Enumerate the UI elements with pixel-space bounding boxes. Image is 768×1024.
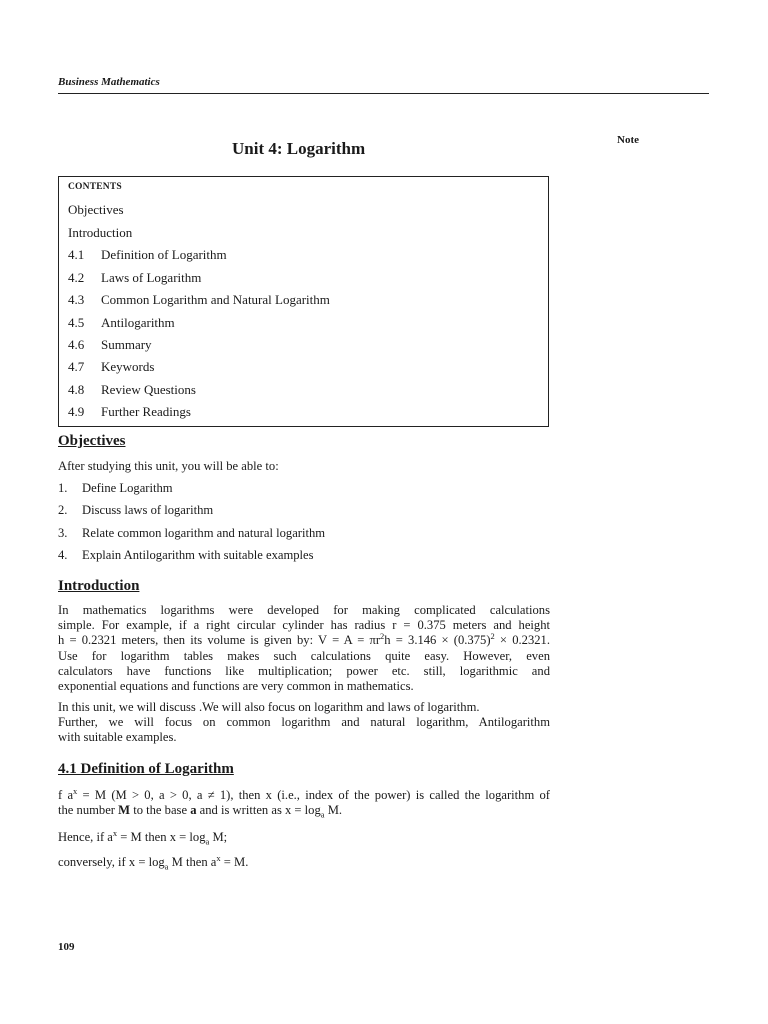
text-line	[58, 803, 550, 818]
contents-item-number: 4.5	[68, 315, 85, 330]
text-line	[58, 785, 550, 803]
objective-number: 2.	[58, 503, 68, 517]
definition-conversely-line	[58, 852, 249, 872]
contents-item-4-6	[68, 337, 152, 353]
superscript: x	[112, 827, 118, 838]
header-divider	[58, 93, 709, 94]
text-run: f a	[58, 788, 74, 802]
contents-item-label: Definition of Logarithm	[101, 247, 227, 262]
text-line: In this unit, we will discuss .We will also focus on logarithm and laws of logarithm.	[58, 700, 480, 714]
text-line: exponential equations and functions are very common in mathematics.	[58, 679, 414, 694]
bold-text: M	[118, 803, 131, 818]
page-number: 109	[58, 941, 75, 953]
objective-item	[58, 503, 213, 518]
contents-item-4-3	[68, 292, 330, 308]
text-line: Further, we will focus on common logarithm and natural logarithm, Antilogarithm	[58, 715, 550, 730]
contents-item-introduction	[68, 225, 132, 241]
text-run: M;	[209, 830, 228, 844]
definition-hence-line	[58, 827, 228, 847]
text-line: simple. For example, if a right circular cylinder has radius r = 0.375 meters and height	[58, 618, 550, 633]
contents-item-number: 4.3	[68, 292, 85, 307]
subscript: a	[320, 809, 325, 820]
subscript: a	[205, 836, 210, 847]
contents-item-4-9	[68, 404, 191, 420]
objective-label: Explain Antilogarithm with suitable examples	[82, 548, 314, 562]
text-run: conversely, if x = log	[58, 855, 165, 869]
superscript: x	[216, 852, 221, 863]
introduction-paragraph-2	[58, 700, 550, 746]
text-run: to the base	[130, 803, 191, 818]
objective-number: 4.	[58, 548, 68, 562]
contents-item-label: Objectives	[68, 202, 124, 217]
text-run: = M.	[220, 855, 249, 869]
objective-label: Relate common logarithm and natural logarithm	[82, 526, 326, 540]
objective-label: Define Logarithm	[82, 481, 173, 495]
contents-item-4-7	[68, 359, 154, 375]
text-line: calculators have functions like multiplication; power etc. still, logarithmic and	[58, 663, 550, 678]
contents-item-number: 4.9	[68, 404, 85, 419]
contents-item-number: 4.8	[68, 382, 85, 397]
contents-item-objectives	[68, 202, 124, 218]
text-run: h = 0.2321 meters, then its volume is given by: V = A = πr	[58, 633, 381, 648]
bold-text: a	[190, 803, 197, 818]
objective-item	[58, 548, 314, 563]
text-run: and is written as x = log	[196, 803, 321, 818]
text-run: = M (M > 0, a > 0, a ≠ 1), then x (i.e., index of the power) is called the logarithm of	[77, 788, 550, 802]
introduction-paragraph-1	[58, 603, 550, 694]
superscript: 2	[490, 631, 495, 642]
contents-item-label: Review Questions	[101, 382, 196, 397]
margin-note-label: Note	[617, 134, 639, 146]
contents-item-label: Common Logarithm and Natural Logarithm	[101, 292, 330, 307]
objective-number: 1.	[58, 481, 68, 495]
introduction-heading: Introduction	[58, 578, 140, 594]
text-run: = M then x = log	[117, 830, 206, 844]
text-run: M then a	[168, 855, 217, 869]
definition-heading: 4.1 Definition of Logarithm	[58, 761, 234, 777]
contents-item-number: 4.7	[68, 359, 85, 374]
text-line	[58, 633, 550, 648]
objectives-intro: After studying this unit, you will be able to:	[58, 459, 279, 473]
text-run: Hence, if a	[58, 830, 113, 844]
subscript: a	[164, 861, 169, 872]
contents-item-number: 4.6	[68, 337, 85, 352]
text-line: Use for logarithm tables makes such calculations quite easy. However, even	[58, 648, 550, 663]
superscript: 2	[380, 631, 385, 642]
contents-item-label: Antilogarithm	[101, 315, 175, 330]
unit-title: Unit 4: Logarithm	[232, 139, 366, 158]
contents-item-label: Further Readings	[101, 404, 191, 419]
contents-item-label: Introduction	[68, 225, 133, 240]
text-run: h = 3.146 × (0.375)	[384, 633, 491, 648]
contents-item-4-2	[68, 270, 201, 286]
definition-paragraph	[58, 785, 550, 820]
contents-item-label: Summary	[101, 337, 152, 352]
objective-label: Discuss laws of logarithm	[82, 503, 214, 517]
contents-box	[58, 176, 549, 427]
contents-heading: CONTENTS	[68, 182, 122, 192]
running-header-title: Business Mathematics	[58, 76, 160, 88]
text-run: the number	[58, 803, 119, 818]
contents-item-label: Laws of Logarithm	[101, 270, 202, 285]
contents-item-4-8	[68, 382, 196, 398]
objective-number: 3.	[58, 526, 68, 540]
contents-item-4-5	[68, 315, 175, 331]
text-line: with suitable examples.	[58, 730, 177, 745]
contents-item-label: Keywords	[101, 359, 155, 374]
contents-item-number: 4.2	[68, 270, 85, 285]
text-run: × 0.2321.	[494, 633, 550, 648]
contents-item-number: 4.1	[68, 247, 85, 262]
text-line: In mathematics logarithms were developed for making complicated calculations	[58, 603, 550, 617]
objective-item	[58, 481, 173, 496]
text-run: M.	[324, 803, 343, 818]
superscript: x	[73, 785, 78, 796]
objective-item	[58, 526, 325, 541]
objectives-heading: Objectives	[58, 433, 126, 449]
contents-item-4-1	[68, 247, 227, 263]
